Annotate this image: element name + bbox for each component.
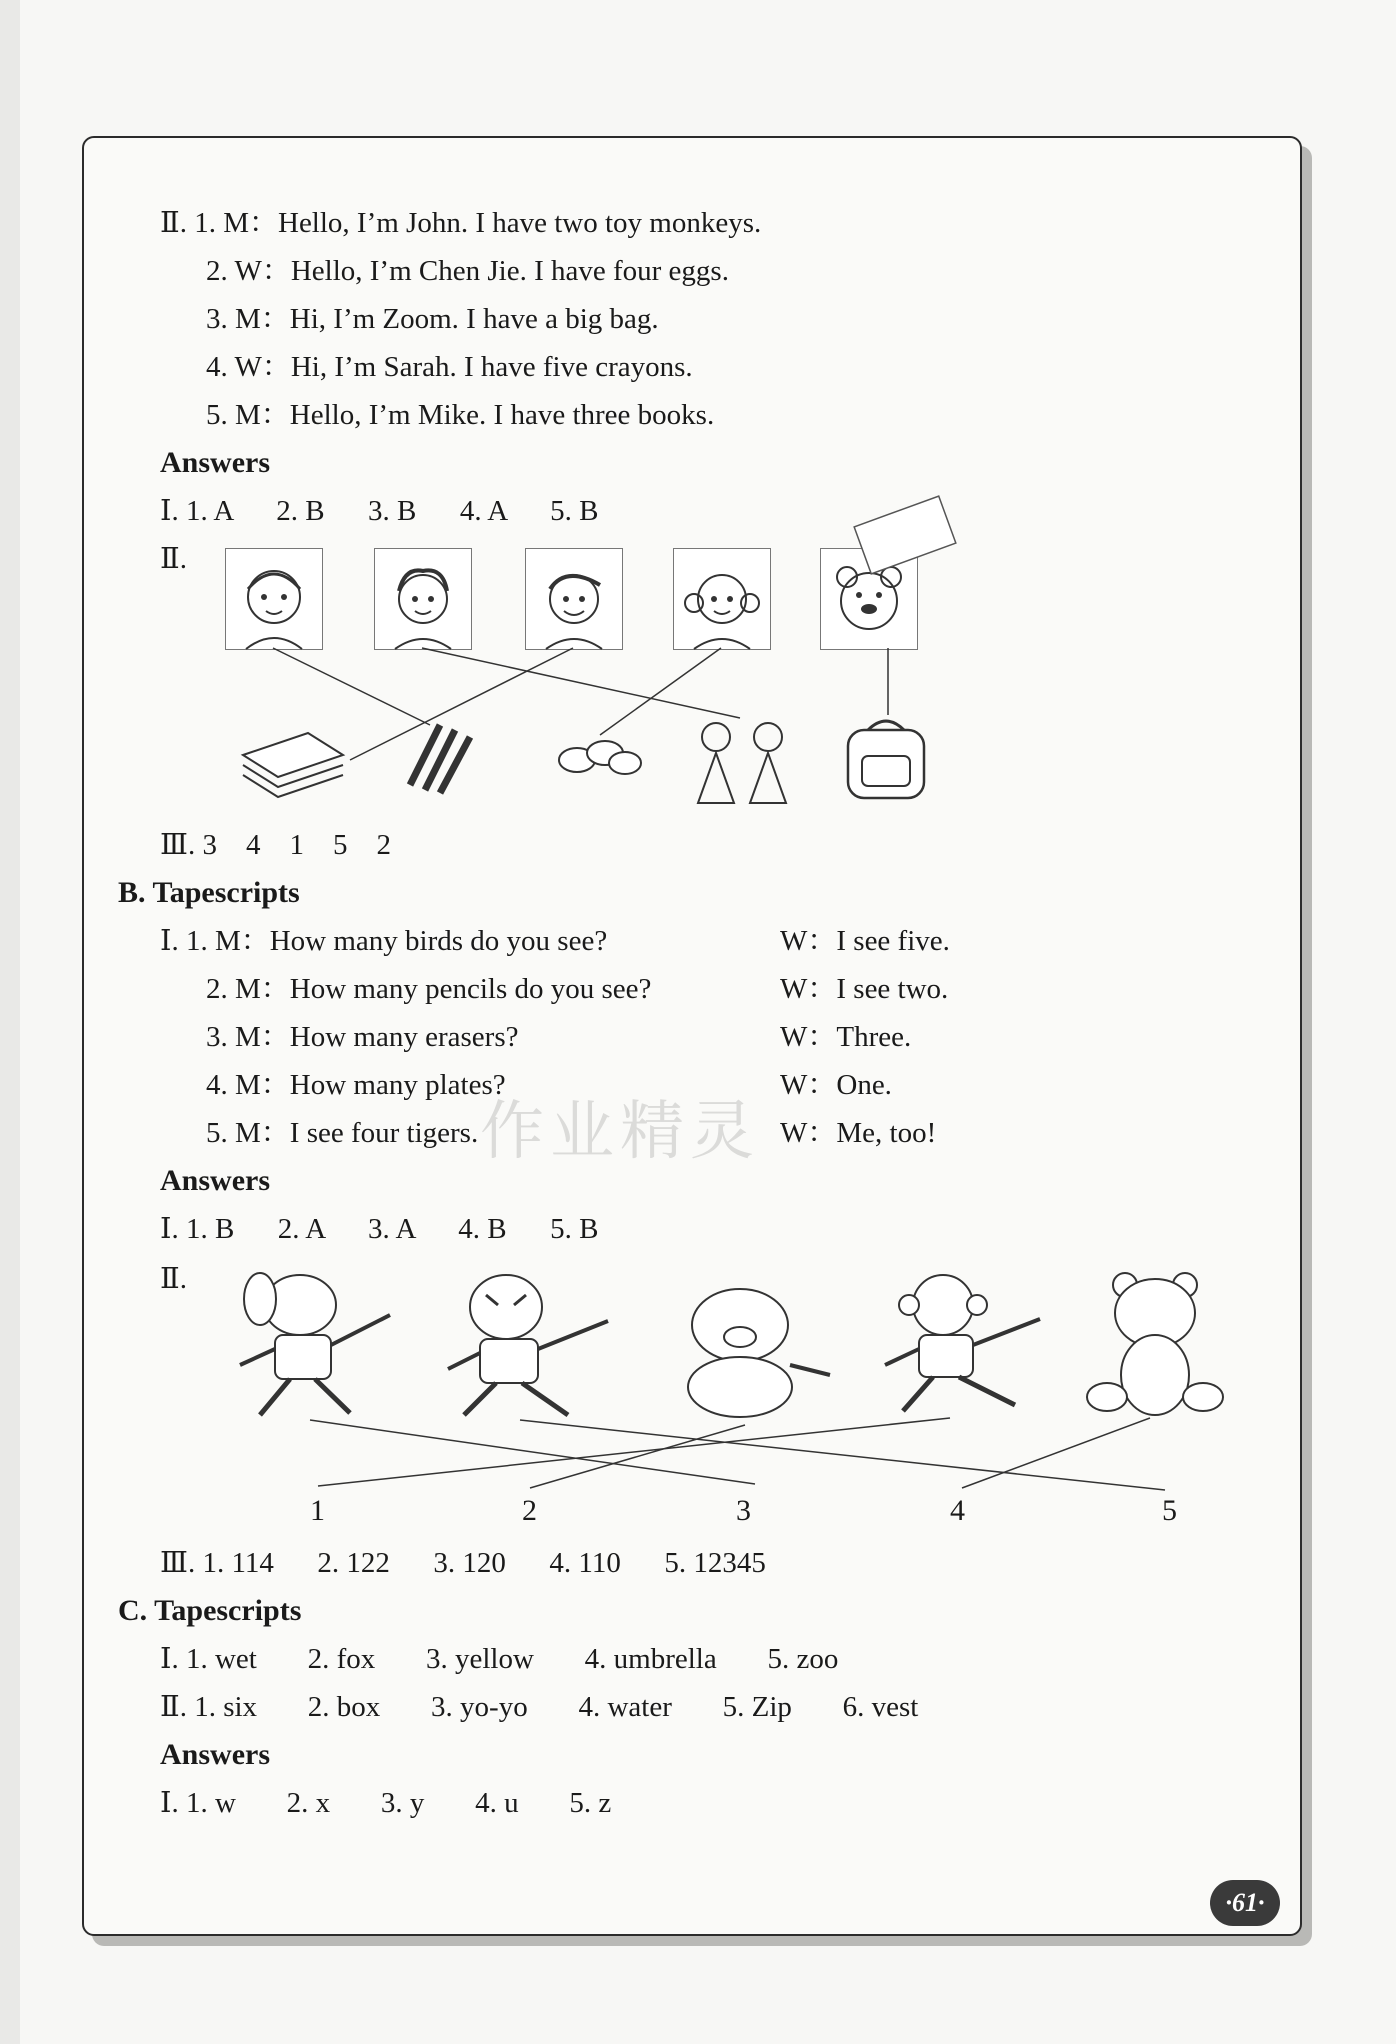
b-answer-1: W：I see five. [780, 925, 950, 957]
match-number-5: 5 [1162, 1494, 1177, 1527]
b-question-4: 4. M：How many plates? [206, 1069, 506, 1101]
page [20, 0, 1396, 2044]
watermark: 作业精灵 [480, 1095, 760, 1169]
a-line-2: 2. W：Hello, I’m Chen Jie. I have four eggs. [206, 255, 729, 287]
b-question-2: 2. M：How many pencils do you see? [206, 973, 652, 1005]
a-answers-2-label: Ⅱ. [160, 543, 187, 575]
b-answers-heading: Answers [160, 1164, 270, 1197]
b-answer-5: W：Me, too! [780, 1117, 937, 1149]
b-answers-2-label: Ⅱ. [160, 1263, 187, 1295]
a-line-5: 5. M：Hello, I’m Mike. I have three books. [206, 399, 715, 431]
b-question-3: 3. M：How many erasers? [206, 1021, 519, 1053]
a-line-1: Ⅱ. 1. M：Hello, I’m John. I have two toy monkeys. [160, 207, 762, 239]
page-number: ·61· [1210, 1880, 1280, 1926]
match-number-1: 1 [310, 1494, 325, 1527]
c-line-1: Ⅰ. 1. wet 2. fox 3. yellow 4. umbrella 5. zoo [160, 1643, 839, 1675]
match-number-2: 2 [522, 1494, 537, 1527]
match-number-3: 3 [736, 1494, 751, 1527]
b-question-1: Ⅰ. 1. M：How many birds do you see? [160, 925, 608, 957]
a-line-3: 3. M：Hi, I’m Zoom. I have a big bag. [206, 303, 659, 335]
b-answer-2: W：I see two. [780, 973, 949, 1005]
b-answers-3: Ⅲ. 1. 114 2. 122 3. 120 4. 110 5. 12345 [160, 1547, 766, 1579]
b-question-5: 5. M：I see four tigers. [206, 1117, 479, 1149]
c-answers-1: Ⅰ. 1. w 2. x 3. y 4. u 5. z [160, 1787, 612, 1819]
c-heading: C. Tapescripts [118, 1594, 302, 1627]
c-answers-heading: Answers [160, 1738, 270, 1771]
b-answer-4: W：One. [780, 1069, 892, 1101]
c-line-2: Ⅱ. 1. six 2. box 3. yo-yo 4. water 5. Zip 6. vest [160, 1691, 919, 1723]
a-answers-3: Ⅲ. 3 4 1 5 2 [160, 829, 391, 861]
b-heading: B. Tapescripts [118, 876, 300, 909]
a-answers-heading: Answers [160, 446, 270, 479]
match-number-4: 4 [950, 1494, 965, 1527]
a-answers-1: Ⅰ. 1. A 2. B 3. B 4. A 5. B [160, 495, 599, 527]
b-answer-3: W：Three. [780, 1021, 912, 1053]
a-line-4: 4. W：Hi, I’m Sarah. I have five crayons. [206, 351, 693, 383]
b-answers-1: Ⅰ. 1. B 2. A 3. A 4. B 5. B [160, 1213, 599, 1245]
